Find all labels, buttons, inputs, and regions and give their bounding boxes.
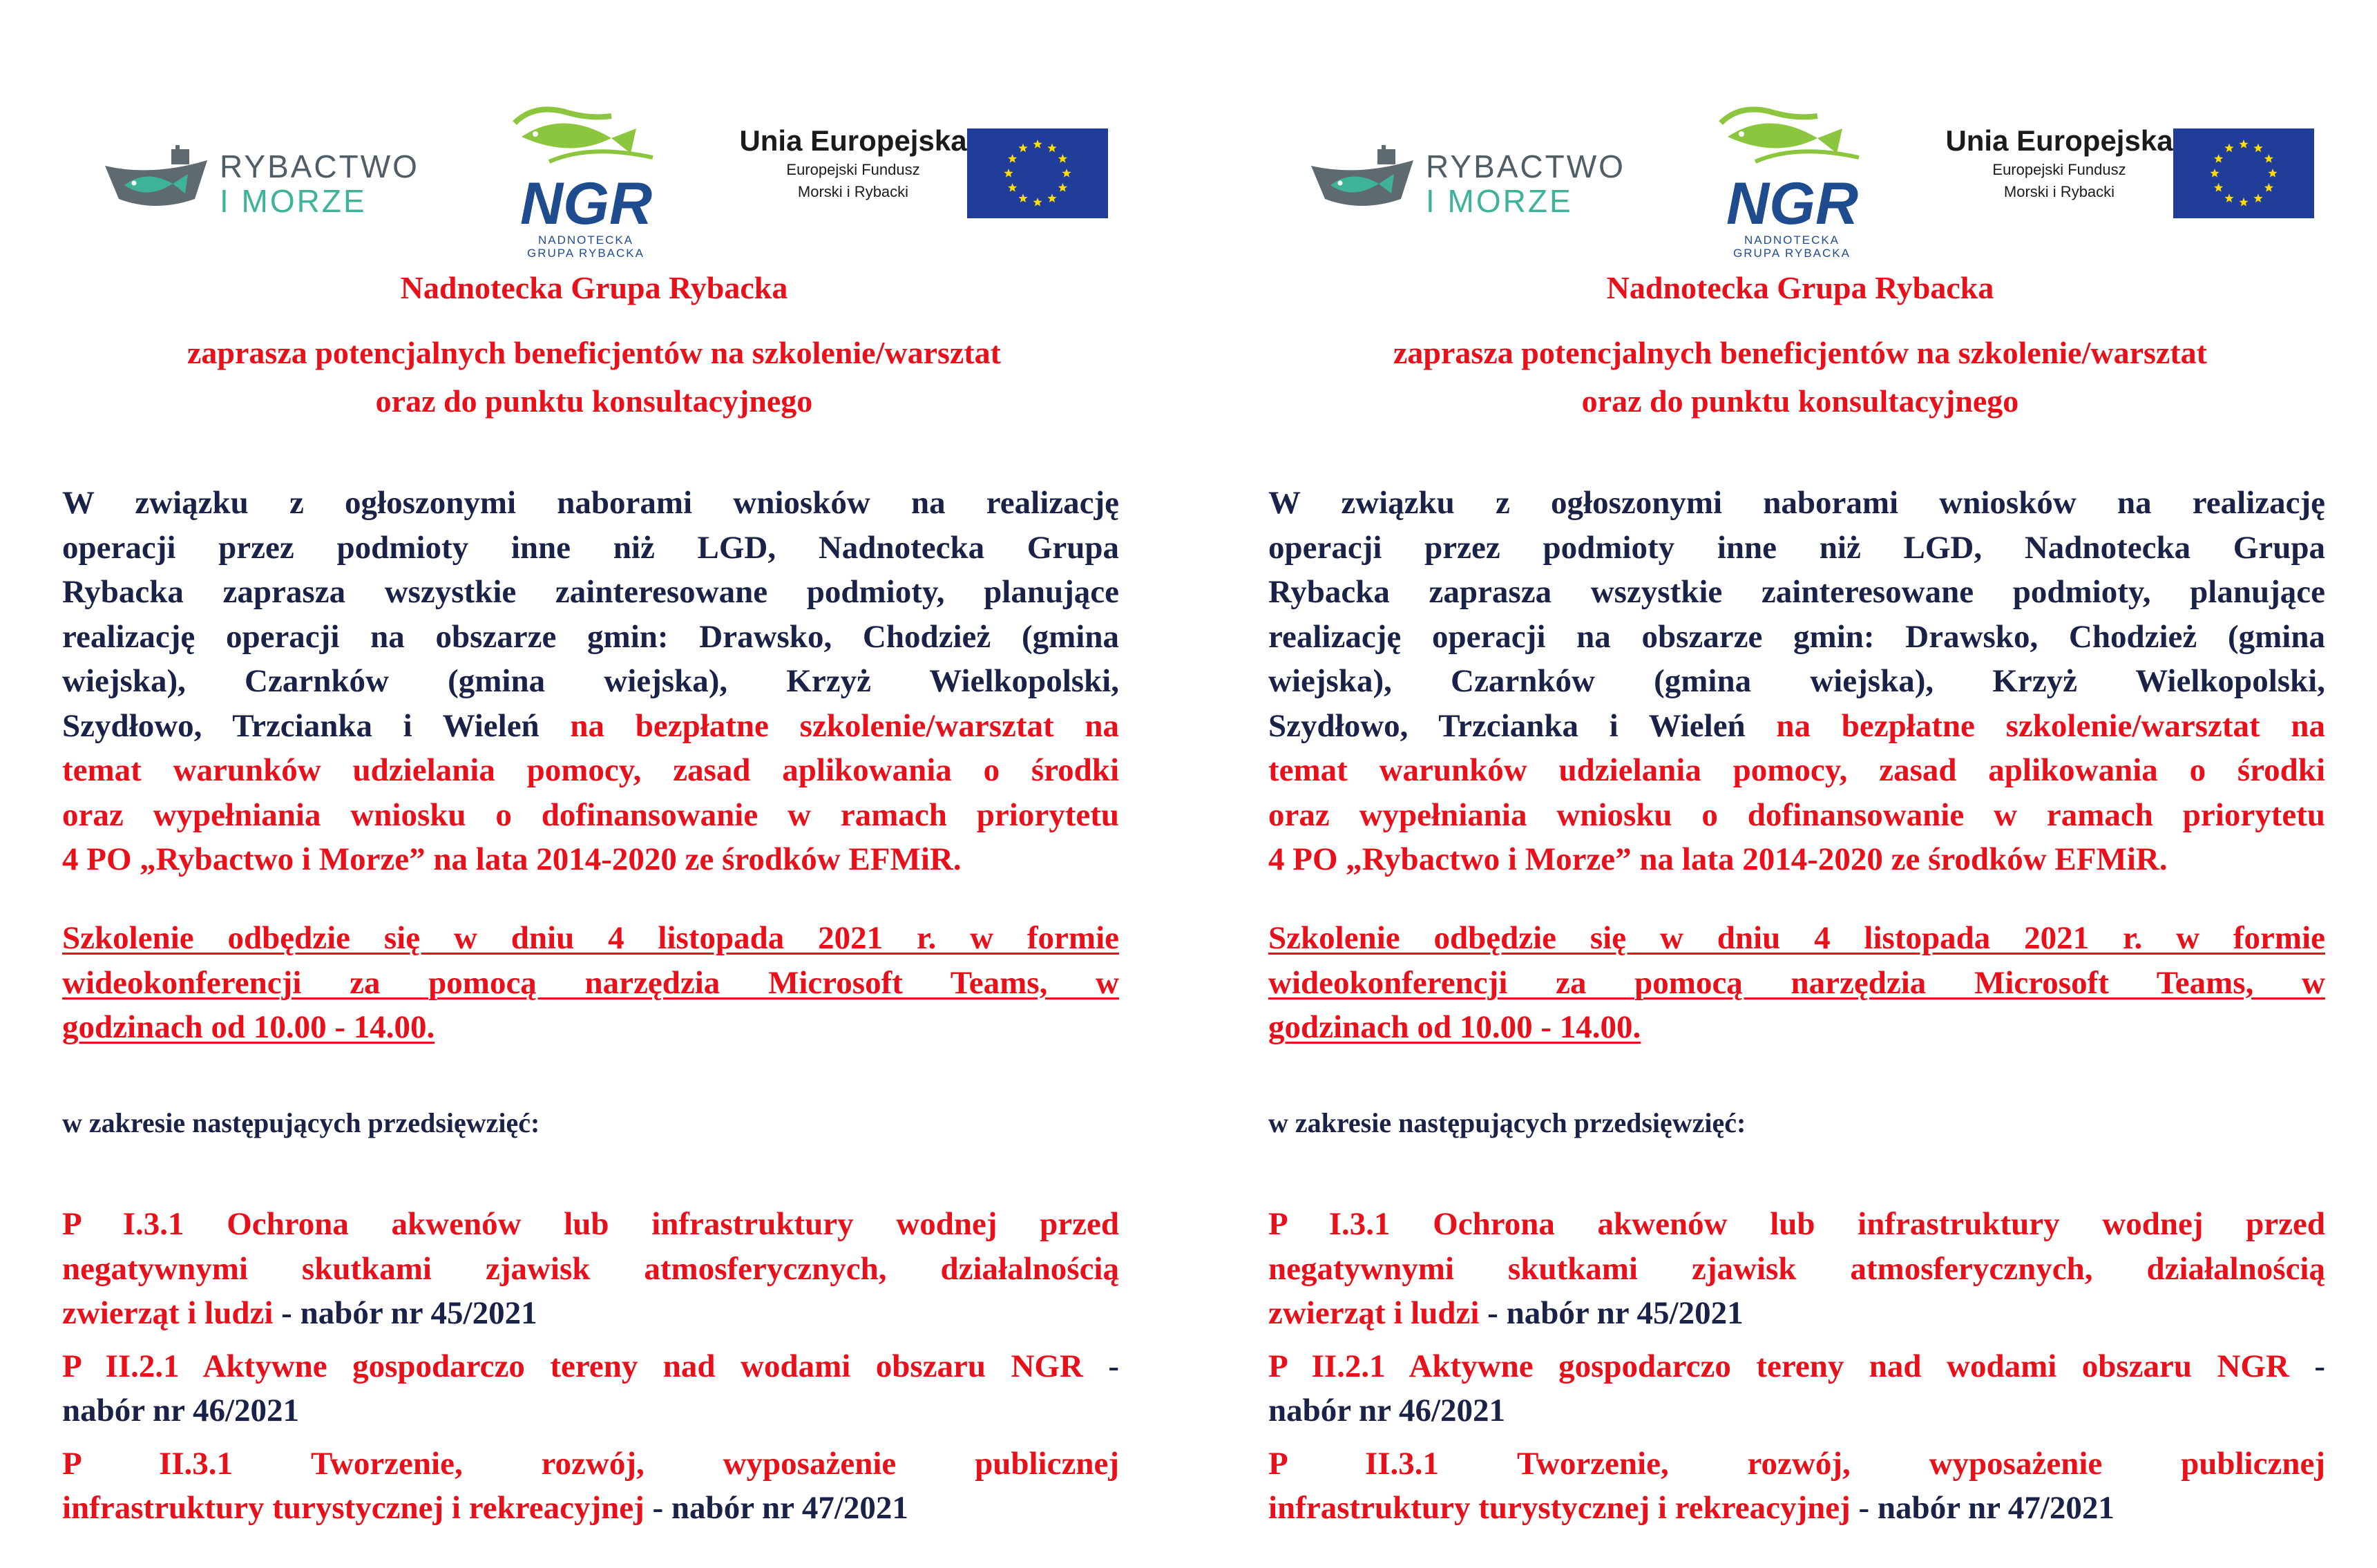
items-text: - nabór nr 47/2021 (1850, 1490, 2115, 1526)
items-line (62, 1247, 1119, 1292)
items-line (62, 1486, 1119, 1531)
training-info-paragraph (1268, 916, 2325, 1050)
invite-heading-line1: zaprasza potencjalnych beneficjentów na szkolenie/warsztat (187, 335, 1001, 370)
intro-text: temat warunków udzielania pomocy, zasad aplikowania o środki (62, 752, 1119, 788)
intro-text: Szydłowo, Trzcianka i Wieleń (1268, 707, 1777, 744)
rybactwo-wordmark (220, 149, 419, 218)
intro-text: operacji przez podmioty inne niż LGD, Nadnotecka Grupa (62, 529, 1119, 566)
ngr-mark: NGR (1726, 171, 1859, 233)
training-text: wideokonferencji za pomocą narzędzia Microsoft Teams, w (62, 964, 1119, 1001)
items-line (62, 1202, 1119, 1247)
training-line (1268, 1005, 2325, 1050)
intro-line (1268, 704, 2325, 749)
fish-boat-icon (104, 145, 214, 214)
items-text: negatywnymi skutkami zjawisk atmosferycznych, działalnością (62, 1250, 1119, 1287)
intro-line (1268, 659, 2325, 704)
ngr-logo (508, 95, 660, 260)
invite-heading-line2: oraz do punktu konsultacyjnego (1581, 383, 2019, 419)
training-line (1268, 961, 2325, 1006)
intro-text: na bezpłatne szkolenie/warsztat na (570, 707, 1120, 744)
intro-text: Szydłowo, Trzcianka i Wieleń (62, 707, 571, 744)
intro-line (1268, 793, 2325, 838)
rybactwo-line2: I MORZE (220, 183, 367, 219)
items-text: infrastruktury turystycznej i rekreacyjnej (62, 1490, 645, 1526)
projects-list (1268, 1202, 2325, 1531)
intro-line (1268, 526, 2325, 571)
intro-text: realizację operacji na obszarze gmin: Drawsko, Chodzież (gmina (1268, 618, 2325, 655)
intro-line (62, 526, 1119, 571)
intro-text: wiejska), Czarnków (gmina wiejska), Krzyż Wielkopolski, (1268, 663, 2325, 699)
intro-line (62, 837, 1119, 882)
items-text: P II.3.1 Tworzenie, rozwój, wyposażenie publicznej (62, 1445, 1119, 1482)
items-text: - nabór nr 47/2021 (644, 1490, 908, 1526)
rybactwo-line1: RYBACTWO (220, 149, 419, 184)
training-info-paragraph (62, 916, 1119, 1050)
items-text: - nabór nr 45/2021 (1479, 1295, 1744, 1331)
scope-label: w zakresie następujących przedsięwzięć: (1268, 1107, 1746, 1138)
intro-line (62, 748, 1119, 793)
items-line (1268, 1486, 2325, 1531)
intro-text: Rybacka zaprasza wszystkie zainteresowane podmioty, planujące (1268, 574, 2325, 610)
rybactwo-i-morze-logo (104, 145, 419, 221)
intro-text: 4 PO „Rybactwo i Morze” na lata 2014-2020 ze środków EFMiR. (1268, 841, 2168, 877)
intro-line (1268, 748, 2325, 793)
ngr-sub1: NADNOTECKA (1744, 233, 1840, 247)
items-line (62, 1291, 1119, 1336)
intro-text: W związku z ogłoszonymi naborami wniosków na realizację (62, 485, 1119, 521)
intro-line (62, 615, 1119, 660)
items-text: zwierząt i ludzi (62, 1295, 274, 1331)
rybactwo-i-morze-logo (1310, 145, 1625, 221)
items-text: P II.3.1 Tworzenie, rozwój, wyposażenie publicznej (1268, 1445, 2325, 1482)
items-text: nabór nr 46/2021 (62, 1393, 299, 1428)
training-text: Szkolenie odbędzie się w dniu 4 listopada 2021 r. w formie (1268, 920, 2325, 956)
ngr-sub2: GRUPA RYBACKA (1733, 247, 1851, 260)
items-text: P I.3.1 Ochrona akwenów lub infrastruktury wodnej przed (62, 1206, 1119, 1242)
rybactwo-line2: I MORZE (1426, 183, 1573, 219)
intro-line (62, 704, 1119, 749)
flyer-page-right (1206, 0, 2377, 1568)
items-text: - nabór nr 45/2021 (273, 1295, 537, 1331)
intro-text: realizację operacji na obszarze gmin: Drawsko, Chodzież (gmina (62, 618, 1119, 655)
scope-label: w zakresie następujących przedsięwzięć: (62, 1107, 540, 1138)
items-text: P II.2.1 Aktywne gospodarczo tereny nad wodami obszaru NGR (1268, 1348, 2289, 1384)
intro-line (1268, 481, 2325, 526)
intro-line (62, 570, 1119, 615)
items-line (1268, 1388, 2325, 1433)
eu-flag-icon (967, 128, 1108, 218)
training-line (62, 916, 1119, 961)
rybactwo-line1: RYBACTWO (1426, 149, 1625, 184)
intro-text: wiejska), Czarnków (gmina wiejska), Krzyż Wielkopolski, (62, 663, 1119, 699)
items-line (62, 1442, 1119, 1486)
ngr-logo (1714, 95, 1866, 260)
intro-paragraph (62, 481, 1119, 882)
intro-text: W związku z ogłoszonymi naborami wniosków na realizację (1268, 485, 2325, 521)
eu-title: Unia Europejska (739, 124, 967, 157)
ngr-mark: NGR (520, 171, 653, 233)
eu-line3: Morski i Rybacki (2003, 183, 2115, 200)
eu-logo (1945, 123, 2332, 220)
training-text: godzinach od 10.00 - 14.00. (1268, 1009, 1641, 1045)
items-text: nabór nr 46/2021 (1268, 1393, 1505, 1428)
items-line (62, 1344, 1119, 1389)
eu-wordmark (1945, 123, 2173, 203)
intro-text: oraz wypełniania wniosku o dofinansowanie w ramach priorytetu (1268, 796, 2325, 833)
invite-heading-line1: zaprasza potencjalnych beneficjentów na szkolenie/warsztat (1393, 335, 2207, 370)
items-line (1268, 1202, 2325, 1247)
intro-text: temat warunków udzielania pomocy, zasad aplikowania o środki (1268, 752, 2325, 788)
training-text: wideokonferencji za pomocą narzędzia Microsoft Teams, w (1268, 964, 2325, 1001)
org-heading: Nadnotecka Grupa Rybacka (400, 270, 788, 305)
projects-list (62, 1202, 1119, 1531)
fish-icon (1714, 95, 1866, 233)
training-text: Szkolenie odbędzie się w dniu 4 listopada 2021 r. w formie (62, 920, 1119, 956)
intro-line (62, 481, 1119, 526)
intro-line (1268, 570, 2325, 615)
ngr-subtitle (513, 233, 658, 260)
eu-line2: Europejski Fundusz (786, 161, 920, 178)
logo-bar (1206, 62, 2377, 260)
logo-bar (0, 62, 1188, 260)
items-line (1268, 1344, 2325, 1389)
eu-line3: Morski i Rybacki (797, 183, 909, 200)
org-heading: Nadnotecka Grupa Rybacka (1606, 270, 1994, 305)
items-text: zwierząt i ludzi (1268, 1295, 1480, 1331)
intro-line (62, 793, 1119, 838)
intro-paragraph (1268, 481, 2325, 882)
ngr-sub2: GRUPA RYBACKA (527, 247, 645, 260)
rybactwo-wordmark (1426, 149, 1625, 218)
items-text: infrastruktury turystycznej i rekreacyjnej (1268, 1490, 1851, 1526)
intro-text: na bezpłatne szkolenie/warsztat na (1776, 707, 2326, 744)
eu-flag-icon (2173, 128, 2314, 218)
intro-line (1268, 837, 2325, 882)
ngr-subtitle (1719, 233, 1864, 260)
invite-heading-line2: oraz do punktu konsultacyjnego (375, 383, 813, 419)
ngr-sub1: NADNOTECKA (537, 233, 634, 247)
eu-title: Unia Europejska (1945, 124, 2173, 157)
items-text: negatywnymi skutkami zjawisk atmosferycznych, działalnością (1268, 1250, 2325, 1287)
items-line (1268, 1442, 2325, 1486)
intro-text: 4 PO „Rybactwo i Morze” na lata 2014-2020 ze środków EFMiR. (62, 841, 962, 877)
flyer-page-left (0, 0, 1188, 1568)
items-text: - (1082, 1348, 1119, 1384)
training-text: godzinach od 10.00 - 14.00. (62, 1009, 435, 1045)
items-text: - (2289, 1348, 2325, 1384)
eu-logo (739, 123, 1126, 220)
items-line (1268, 1247, 2325, 1292)
items-line (62, 1388, 1119, 1433)
training-line (62, 1005, 1119, 1050)
items-line (1268, 1291, 2325, 1336)
fish-boat-icon (1310, 145, 1420, 214)
intro-text: oraz wypełniania wniosku o dofinansowanie w ramach priorytetu (62, 796, 1119, 833)
intro-text: Rybacka zaprasza wszystkie zainteresowane podmioty, planujące (62, 574, 1119, 610)
intro-line (1268, 615, 2325, 660)
intro-line (62, 659, 1119, 704)
training-line (62, 961, 1119, 1006)
eu-line2: Europejski Fundusz (1992, 161, 2126, 178)
fish-icon (508, 95, 660, 233)
eu-wordmark (739, 123, 967, 203)
training-line (1268, 916, 2325, 961)
items-text: P II.2.1 Aktywne gospodarczo tereny nad wodami obszaru NGR (62, 1348, 1083, 1384)
intro-text: operacji przez podmioty inne niż LGD, Nadnotecka Grupa (1268, 529, 2325, 566)
items-text: P I.3.1 Ochrona akwenów lub infrastruktury wodnej przed (1268, 1206, 2325, 1242)
